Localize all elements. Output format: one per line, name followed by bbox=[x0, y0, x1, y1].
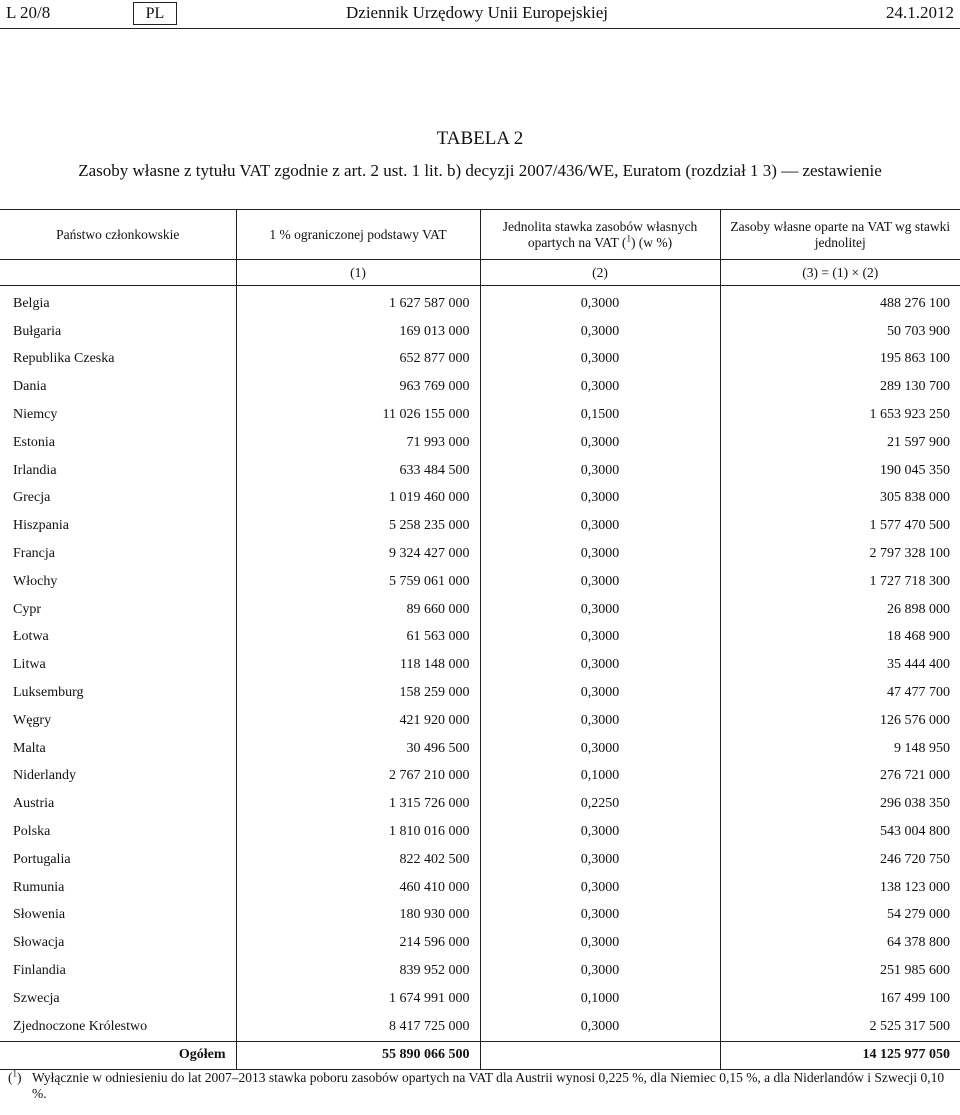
uniform-rate-value: 0,1500 bbox=[480, 401, 720, 429]
footnote-marker-number: 1 bbox=[12, 1068, 17, 1079]
vat-base-value: 89 660 000 bbox=[236, 596, 480, 624]
country-name: Belgia bbox=[13, 295, 50, 311]
footnote-text: Wyłącznie w odniesieniu do lat 2007–2013 stawka poboru zasobów opartych na VAT dla Austrii wynosi 0,225 %, dla Niemiec 0,15 %, a dla Niderlandów i Szwecji 0,10 %. bbox=[32, 1070, 945, 1101]
vat-base-value: 169 013 000 bbox=[236, 318, 480, 346]
country-name: Polska bbox=[13, 824, 51, 840]
uniform-rate-value: 0,3000 bbox=[480, 651, 720, 679]
uniform-rate-value: 0,3000 bbox=[480, 679, 720, 707]
table-row bbox=[0, 707, 960, 735]
total-rate bbox=[480, 1041, 720, 1069]
uniform-rate-value: 0,1000 bbox=[480, 985, 720, 1013]
own-resources-value: 289 130 700 bbox=[720, 373, 960, 401]
total-own-resources: 14 125 977 050 bbox=[720, 1041, 960, 1069]
own-resources-value: 543 004 800 bbox=[720, 818, 960, 846]
uniform-rate-value: 0,3000 bbox=[480, 596, 720, 624]
footnote-marker bbox=[8, 1070, 22, 1086]
uniform-rate-value: 0,3000 bbox=[480, 707, 720, 735]
table-row bbox=[0, 846, 960, 874]
own-resources-value: 126 576 000 bbox=[720, 707, 960, 735]
table-body bbox=[0, 286, 960, 1042]
vat-base-value: 61 563 000 bbox=[236, 624, 480, 652]
table-row bbox=[0, 679, 960, 707]
table-row bbox=[0, 874, 960, 902]
table-row bbox=[0, 373, 960, 401]
uniform-rate-value: 0,3000 bbox=[480, 346, 720, 374]
table-row bbox=[0, 763, 960, 791]
vat-own-resources-table bbox=[0, 209, 960, 1070]
own-resources-value: 190 045 350 bbox=[720, 457, 960, 485]
vat-base-value: 30 496 500 bbox=[236, 735, 480, 763]
country-name: Cypr bbox=[13, 601, 41, 617]
table-row bbox=[0, 485, 960, 513]
column-header-vat-base: 1 % ograniczonej podstawy VAT bbox=[236, 210, 480, 260]
table-row bbox=[0, 735, 960, 763]
own-resources-value: 64 378 800 bbox=[720, 929, 960, 957]
uniform-rate-value: 0,3000 bbox=[480, 373, 720, 401]
vat-base-value: 421 920 000 bbox=[236, 707, 480, 735]
table-row bbox=[0, 457, 960, 485]
country-name: Finlandia bbox=[13, 963, 66, 979]
uniform-rate-value: 0,3000 bbox=[480, 429, 720, 457]
country-name: Bułgaria bbox=[13, 323, 62, 339]
own-resources-value: 26 898 000 bbox=[720, 596, 960, 624]
country-name: Łotwa bbox=[13, 629, 49, 645]
table-row bbox=[0, 346, 960, 374]
country-name: Rumunia bbox=[13, 879, 65, 895]
table-row bbox=[0, 512, 960, 540]
country-name: Niderlandy bbox=[13, 768, 76, 784]
own-resources-value: 296 038 350 bbox=[720, 790, 960, 818]
vat-base-value: 963 769 000 bbox=[236, 373, 480, 401]
vat-base-value: 5 759 061 000 bbox=[236, 568, 480, 596]
vat-base-value: 9 324 427 000 bbox=[236, 540, 480, 568]
country-name: Irlandia bbox=[13, 462, 57, 478]
footnote-marker-close: ) bbox=[17, 1070, 22, 1085]
country-name: Dania bbox=[13, 379, 47, 395]
vat-base-value: 1 627 587 000 bbox=[236, 286, 480, 318]
own-resources-value: 2 797 328 100 bbox=[720, 540, 960, 568]
column-header-member-state: Państwo członkowskie bbox=[0, 210, 236, 260]
country-name: Portugalia bbox=[13, 851, 71, 867]
own-resources-value: 1 653 923 250 bbox=[720, 401, 960, 429]
own-resources-value: 50 703 900 bbox=[720, 318, 960, 346]
table-row bbox=[0, 651, 960, 679]
own-resources-value: 488 276 100 bbox=[720, 286, 960, 318]
own-resources-value: 246 720 750 bbox=[720, 846, 960, 874]
country-name: Grecja bbox=[13, 490, 51, 506]
column-number-1: (1) bbox=[236, 260, 480, 286]
table-row bbox=[0, 902, 960, 930]
vat-base-value: 180 930 000 bbox=[236, 902, 480, 930]
own-resources-value: 9 148 950 bbox=[720, 735, 960, 763]
uniform-rate-value: 0,3000 bbox=[480, 846, 720, 874]
vat-base-value: 1 674 991 000 bbox=[236, 985, 480, 1013]
uniform-rate-value: 0,3000 bbox=[480, 318, 720, 346]
column-number-3: (3) = (1) × (2) bbox=[720, 260, 960, 286]
total-label: Ogółem bbox=[0, 1041, 236, 1069]
country-name: Włochy bbox=[13, 573, 58, 589]
own-resources-value: 167 499 100 bbox=[720, 985, 960, 1013]
page-header bbox=[0, 0, 960, 29]
vat-base-value: 8 417 725 000 bbox=[236, 1013, 480, 1041]
vat-base-value: 460 410 000 bbox=[236, 874, 480, 902]
own-resources-value: 1 577 470 500 bbox=[720, 512, 960, 540]
total-row bbox=[0, 1041, 960, 1069]
country-name: Litwa bbox=[13, 657, 46, 673]
column-number-empty bbox=[0, 260, 236, 286]
table-row bbox=[0, 818, 960, 846]
column-number-2: (2) bbox=[480, 260, 720, 286]
country-name: Niemcy bbox=[13, 407, 58, 423]
country-name: Luksemburg bbox=[13, 685, 84, 701]
country-name: Austria bbox=[13, 796, 55, 812]
table-row bbox=[0, 985, 960, 1013]
vat-base-value: 71 993 000 bbox=[236, 429, 480, 457]
page-number: L 20/8 bbox=[6, 3, 51, 22]
country-name: Republika Czeska bbox=[13, 351, 115, 367]
vat-base-value: 1 019 460 000 bbox=[236, 485, 480, 513]
own-resources-value: 276 721 000 bbox=[720, 763, 960, 791]
column-header-uniform-rate bbox=[480, 210, 720, 260]
country-name: Malta bbox=[13, 740, 46, 756]
own-resources-value: 54 279 000 bbox=[720, 902, 960, 930]
uniform-rate-value: 0,3000 bbox=[480, 512, 720, 540]
own-resources-value: 138 123 000 bbox=[720, 874, 960, 902]
footnote-reference: 1 bbox=[626, 233, 631, 243]
country-name: Francja bbox=[13, 546, 55, 562]
table-row bbox=[0, 790, 960, 818]
own-resources-value: 1 727 718 300 bbox=[720, 568, 960, 596]
uniform-rate-value: 0,3000 bbox=[480, 568, 720, 596]
table-row bbox=[0, 318, 960, 346]
vat-base-value: 11 026 155 000 bbox=[236, 401, 480, 429]
table-row bbox=[0, 1013, 960, 1041]
own-resources-value: 305 838 000 bbox=[720, 485, 960, 513]
table-header-row bbox=[0, 210, 960, 260]
vat-base-value: 1 810 016 000 bbox=[236, 818, 480, 846]
publication-date: 24.1.2012 bbox=[886, 3, 954, 22]
language-code-box: PL bbox=[133, 2, 177, 25]
vat-base-value: 633 484 500 bbox=[236, 457, 480, 485]
table-row bbox=[0, 568, 960, 596]
table-row bbox=[0, 401, 960, 429]
own-resources-value: 21 597 900 bbox=[720, 429, 960, 457]
vat-base-value: 5 258 235 000 bbox=[236, 512, 480, 540]
vat-base-value: 2 767 210 000 bbox=[236, 763, 480, 791]
uniform-rate-value: 0,3000 bbox=[480, 457, 720, 485]
table-row bbox=[0, 540, 960, 568]
table-row bbox=[0, 429, 960, 457]
uniform-rate-value: 0,3000 bbox=[480, 540, 720, 568]
table-row bbox=[0, 286, 960, 318]
country-name: Hiszpania bbox=[13, 518, 69, 534]
country-name: Słowenia bbox=[13, 907, 66, 923]
uniform-rate-value: 0,3000 bbox=[480, 1013, 720, 1041]
footnote bbox=[8, 1070, 952, 1102]
own-resources-value: 35 444 400 bbox=[720, 651, 960, 679]
uniform-rate-value: 0,3000 bbox=[480, 286, 720, 318]
uniform-rate-value: 0,1000 bbox=[480, 763, 720, 791]
vat-base-value: 822 402 500 bbox=[236, 846, 480, 874]
uniform-rate-value: 0,3000 bbox=[480, 902, 720, 930]
uniform-rate-value: 0,3000 bbox=[480, 485, 720, 513]
table-row bbox=[0, 929, 960, 957]
own-resources-value: 18 468 900 bbox=[720, 624, 960, 652]
country-name: Szwecja bbox=[13, 990, 60, 1006]
table-row bbox=[0, 624, 960, 652]
vat-base-value: 214 596 000 bbox=[236, 929, 480, 957]
own-resources-value: 47 477 700 bbox=[720, 679, 960, 707]
uniform-rate-value: 0,2250 bbox=[480, 790, 720, 818]
vat-base-value: 118 148 000 bbox=[236, 651, 480, 679]
country-name: Słowacja bbox=[13, 935, 65, 951]
vat-base-value: 1 315 726 000 bbox=[236, 790, 480, 818]
column-header-own-resources: Zasoby własne oparte na VAT wg stawki jednolitej bbox=[720, 210, 960, 260]
own-resources-value: 251 985 600 bbox=[720, 957, 960, 985]
own-resources-value: 2 525 317 500 bbox=[720, 1013, 960, 1041]
uniform-rate-header-suffix: ) (w %) bbox=[630, 234, 673, 250]
table-title: TABELA 2 bbox=[436, 128, 524, 149]
total-vat-base: 55 890 066 500 bbox=[236, 1041, 480, 1069]
uniform-rate-value: 0,3000 bbox=[480, 874, 720, 902]
uniform-rate-value: 0,3000 bbox=[480, 957, 720, 985]
country-name: Zjednoczone Królestwo bbox=[13, 1018, 148, 1034]
table-row bbox=[0, 596, 960, 624]
vat-base-value: 158 259 000 bbox=[236, 679, 480, 707]
table-subtitle: Zasoby własne z tytułu VAT zgodnie z art. 2 ust. 1 lit. b) decyzji 2007/436/WE, Euratom (rozdział 1 3) — zestawienie bbox=[78, 161, 882, 180]
column-number-row bbox=[0, 260, 960, 286]
footnote-marker-open: ( bbox=[8, 1070, 13, 1085]
uniform-rate-value: 0,3000 bbox=[480, 735, 720, 763]
uniform-rate-header-text: Jednolita stawka zasobów własnych opartych na VAT ( bbox=[502, 218, 698, 250]
table-row bbox=[0, 957, 960, 985]
vat-base-value: 839 952 000 bbox=[236, 957, 480, 985]
journal-title: Dziennik Urzędowy Unii Europejskiej bbox=[346, 3, 609, 22]
uniform-rate-value: 0,3000 bbox=[480, 624, 720, 652]
vat-base-value: 652 877 000 bbox=[236, 346, 480, 374]
uniform-rate-value: 0,3000 bbox=[480, 818, 720, 846]
country-name: Estonia bbox=[13, 434, 55, 450]
uniform-rate-value: 0,3000 bbox=[480, 929, 720, 957]
own-resources-value: 195 863 100 bbox=[720, 346, 960, 374]
country-name: Węgry bbox=[13, 712, 52, 728]
